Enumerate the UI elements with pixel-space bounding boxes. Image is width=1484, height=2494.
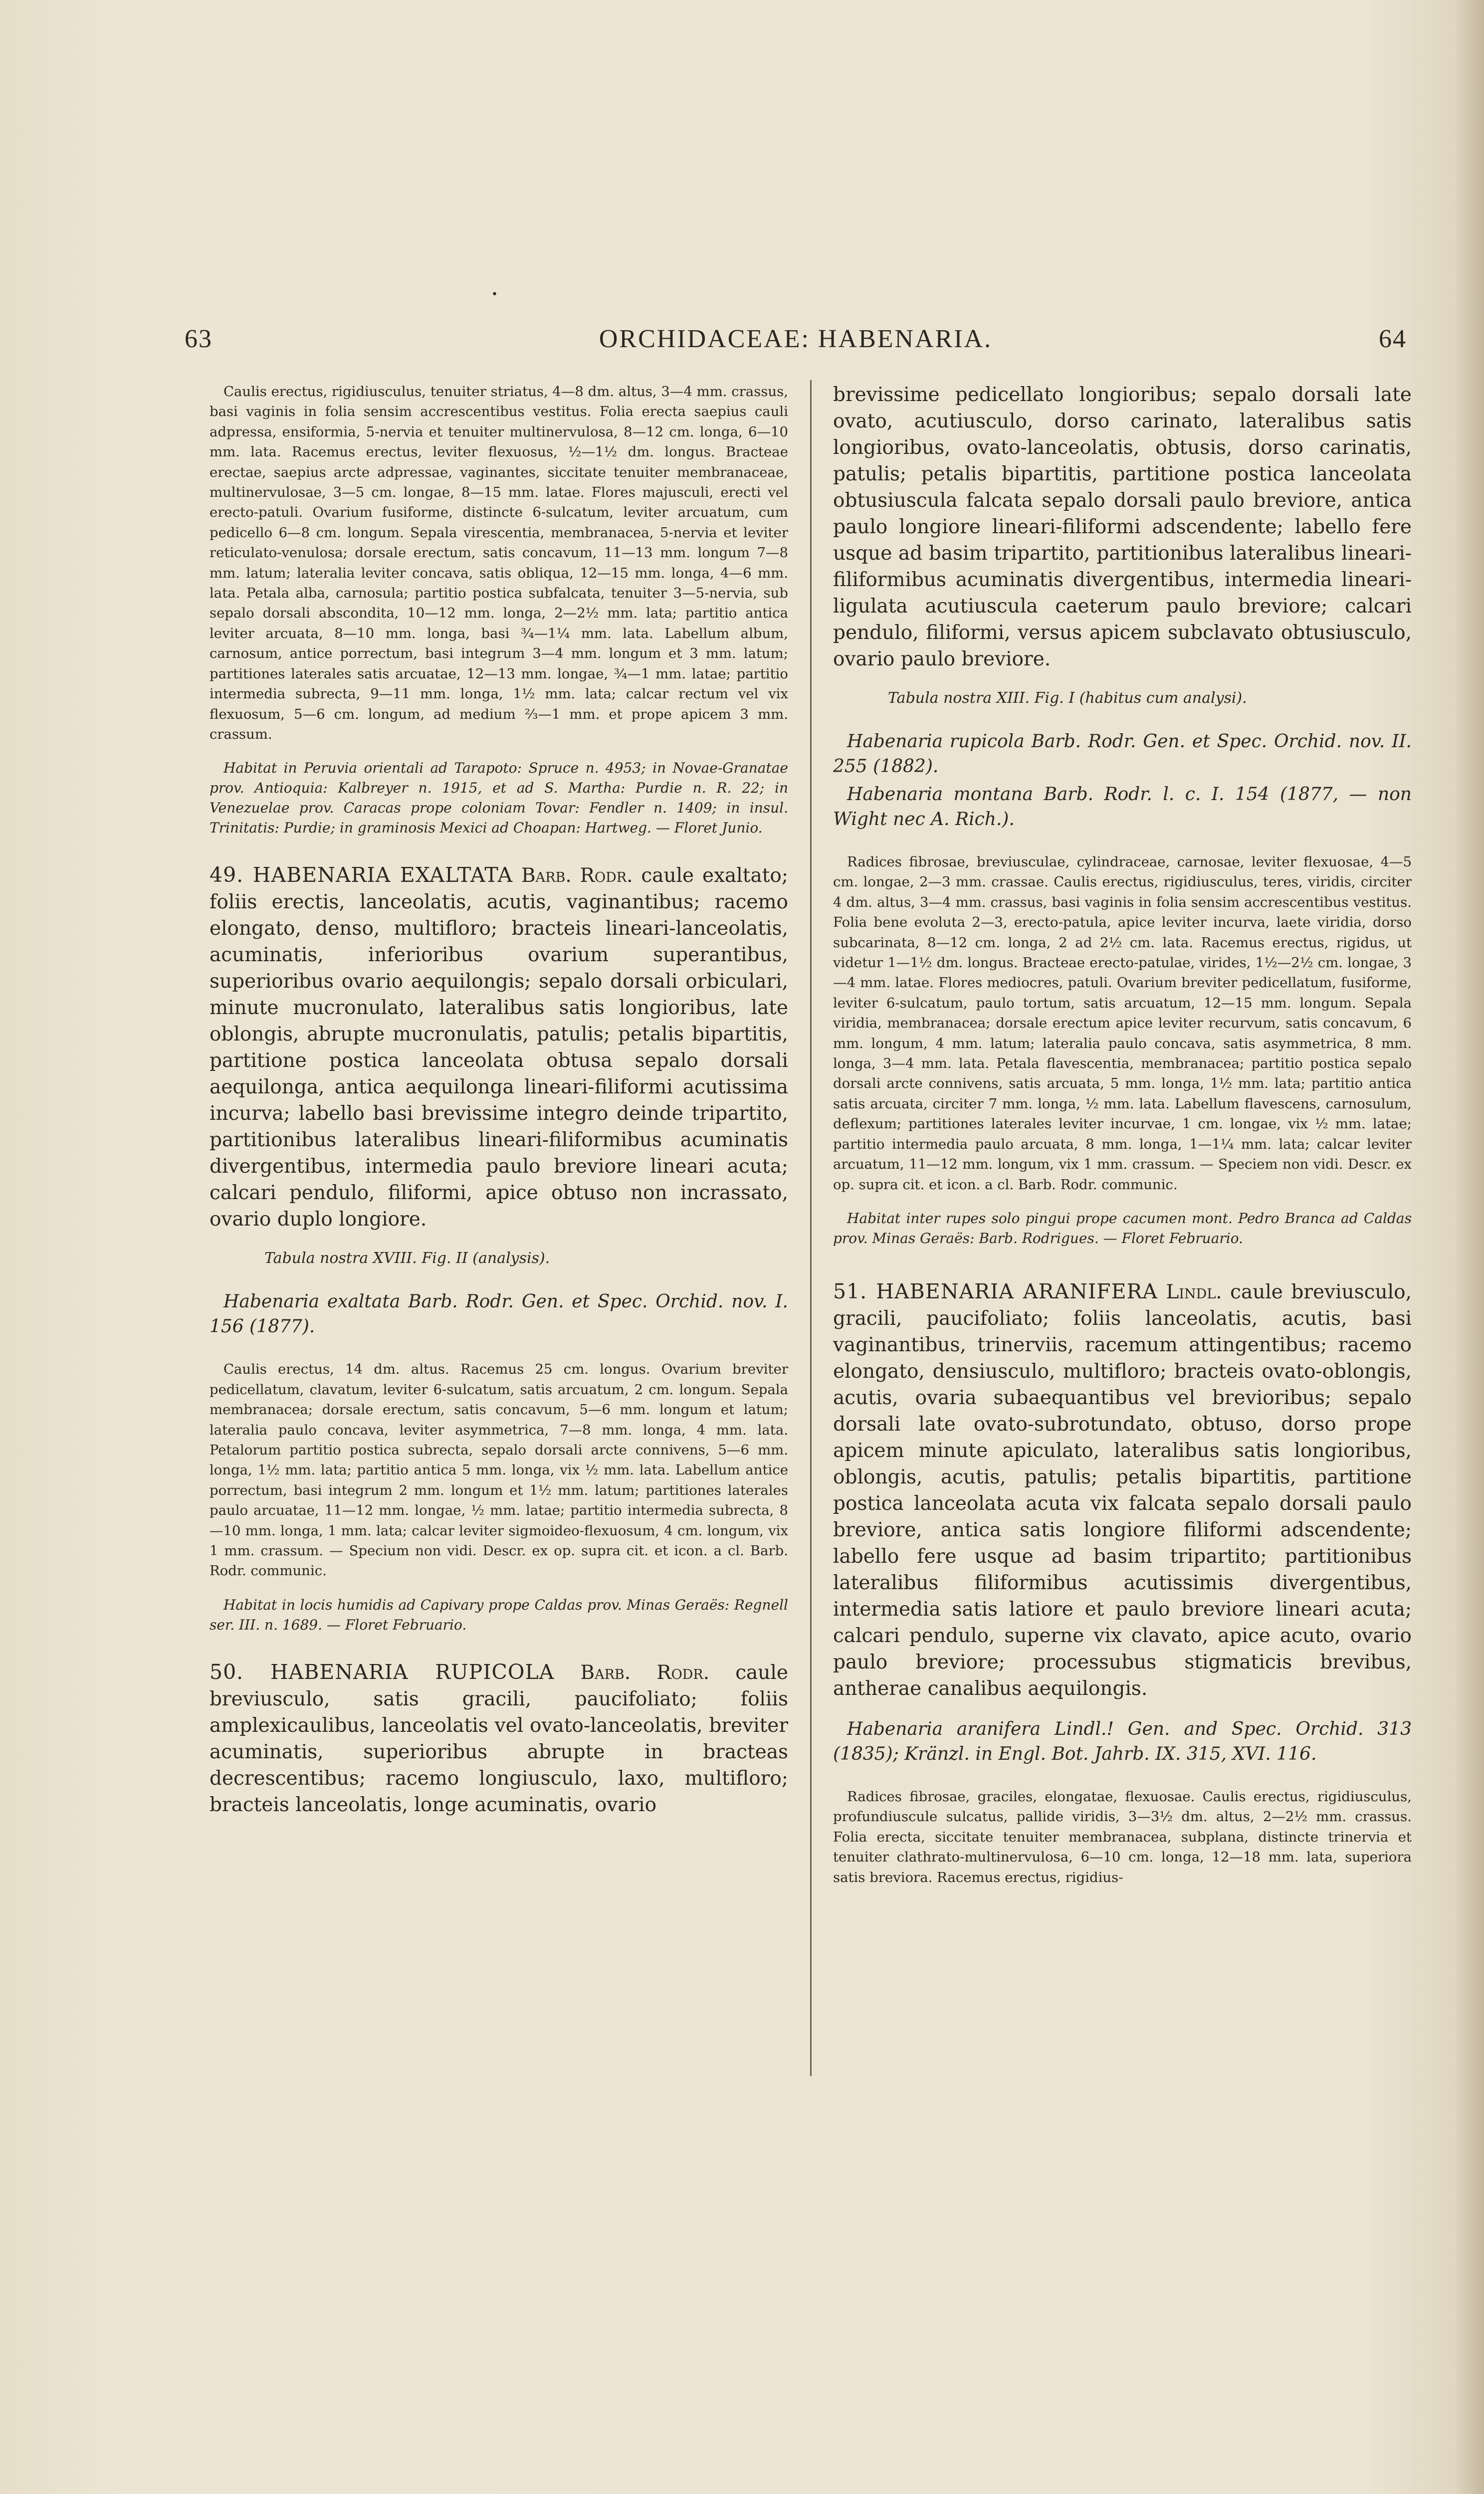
page-number-left: 63 <box>185 325 212 353</box>
species-50-author: Barb. Rodr. <box>580 1661 710 1684</box>
species-49-diagnosis <box>210 862 788 1233</box>
synonym-49: Habenaria exaltata Barb. Rodr. Gen. et Spec. Orchid. nov. I. 156 (1877). <box>210 1291 788 1337</box>
running-header <box>185 324 1407 364</box>
synonym-50-a: Habenaria rupicola Barb. Rodr. Gen. et Spec. Orchid. nov. II. 255 (1882). <box>833 731 1412 777</box>
right-column <box>833 382 1412 1901</box>
habitat-49: Habitat in locis humidis ad Capivary prope Caldas prov. Minas Geraës: Regnell ser. III. n. 1689. — Floret Februario. <box>210 1596 788 1633</box>
synonym-50-b: Habenaria montana Barb. Rodr. l. c. I. 154 (1877, — non Wight nec A. Rich.). <box>833 784 1412 830</box>
habitat-50: Habitat inter rupes solo pingui prope cacumen mont. Pedro Branca ad Caldas prov. Minas Geraës: Barb. Rodrigues. — Floret Februario. <box>833 1210 1412 1247</box>
running-title: ORCHIDACEAE: HABENARIA. <box>599 325 993 353</box>
species-49-text: caule exaltato; foliis erectis, lanceolatis, acutis, vaginantibus; racemo elongato, denso, multifloro; bracteis lineari-lanceolatis, acuminatis, inferioribus ovarium superantibus, superioribus ovario aequilongis; sepalo dorsali orbiculari, minute mucronulato, lateralibus satis longioribus, late oblongis, abrupte mucronulatis, patulis; petalis bipartitis, partitione postica lanceolata obtusa sepalo dorsali aequilonga, antica aequilonga lineari-filiformi acutissima incurva; labello basi brevissime integro deinde tripartito, partitionibus lateralibus lineari-filiformibus acuminatis divergentibus, intermedia paulo breviore lineari acuta; calcari pendulo, filiformi, apice obtuso non incrassato, ovario duplo longiore. <box>210 864 789 1231</box>
species-50-heading: 50. HABENARIA RUPICOLA <box>210 1660 555 1684</box>
species-49-heading: 49. HABENARIA EXALTATA <box>210 863 513 887</box>
species-51-text: caule breviusculo, gracili, paucifoliato; foliis lanceolatis, acutis, basi vaginantibus, trinerviis, racemum attingentibus; racemo elongato, densiusculo, multifloro; bracteis ovato-oblongis, acutis, ovaria subaequantibus vel brevioribus; sepalo dorsali late ovato-subrotundato, obtuso, dorso prope apicem minute apiculato, lateralibus satis longioribus, oblongis, acutis, patulis; petalis bipartitis, partitione postica lanceolata acuta vix falcata sepalo dorsali paulo breviore, antica satis longiore filiformi adscendente; labello fere usque ad basim tripartito; partitionibus lateralibus filiformibus acutissimis divergentibus, intermedia satis latiore et paulo breviore lineari acuta; calcari pendulo, superne vix clavato, apice acuto, ovario paulo breviore; processubus stigmaticis brevibus, antherae canalibus aequilongis. <box>833 1280 1412 1700</box>
column-divider <box>810 380 812 2076</box>
left-column <box>210 382 788 1833</box>
synonym-51: Habenaria aranifera Lindl.! Gen. and Spec. Orchid. 313 (1835); Kränzl. in Engl. Bot. Jahrb. IX. 315, XVI. 116. <box>833 1718 1412 1764</box>
description-48: Caulis erectus, rigidiusculus, tenuiter striatus, 4—8 dm. altus, 3—4 mm. crassus, basi vaginis in folia sensim accrescentibus vestitus. Folia erecta saepius cauli adpressa, ensiformia, 5-nervia et tenuiter multinervulosa, 8—12 cm. longa, 6—10 mm. lata. Racemus erectus, leviter flexuosus, ½—1½ dm. longus. Bracteae erectae, saepius arcte adpressae, vaginantes, siccitate tenuiter membranaceae, multinervulosae, 3—5 cm. longae, 8—15 mm. latae. Flores majusculi, erecti vel erecto-patuli. Ovarium fusiforme, distincte 6-sulcatum, leviter arcuatum, cum pedicello 6—8 cm. longum. Sepala virescentia, membranacea, 5-nervia et leviter reticulato-venulosa; dorsale erectum, satis concavum, 11—13 mm. longum 7—8 mm. latum; lateralia leviter concava, satis obliqua, 12—15 mm. longa, 4—6 mm. lata. Petala alba, carnosula; partitio postica subfalcata, tenuiter 3—5-nervia, sub sepalo dorsali abscondita, 10—12 mm. longa, 2—2½ mm. lata; partitio antica leviter arcuata, 8—10 mm. longa, basi ¾—1¼ mm. lata. Labellum album, carnosum, antice porrectum, basi integrum 3—4 mm. longum et 3 mm. latum; partitiones laterales satis arcuatae, 12—13 mm. longae, ¾—1 mm. latae; partitio intermedia subrecta, 9—11 mm. longa, 1½ mm. lata; calcar rectum vel vix flexuosum, 5—6 cm. longum, ad medium ⅔—1 mm. et prope apicem 3 mm. crassum. <box>210 384 788 742</box>
plate-reference-50: Tabula nostra XIII. Fig. I (habitus cum analysi). <box>888 689 1247 707</box>
ink-speck: • <box>491 288 498 301</box>
plate-reference-49: Tabula nostra XVIII. Fig. II (analysis). <box>264 1249 550 1267</box>
species-50-diagnosis <box>210 1659 788 1818</box>
description-50: Radices fibrosae, breviusculae, cylindraceae, carnosae, leviter flexuosae, 4—5 cm. longae, 2—3 mm. crassae. Caulis erectus, rigidiusculus, teres, viridis, circiter 4 dm. altus, 3—4 mm. crassus, basi vaginis in folia sensim accrescentibus vestitus. Folia bene evoluta 2—3, erecto-patula, apice leviter incurva, laete viridia, dorso subcarinata, 8—12 cm. longa, 2 ad 2½ cm. lata. Racemus erectus, rigidus, ut videtur 1—1½ dm. longus. Bracteae erecto-patulae, virides, 1½—2½ cm. longae, 3—4 mm. latae. Flores mediocres, patuli. Ovarium breviter pedicellatum, fusiforme, leviter 6-sulcatum, paulo tortum, satis arcuatum, 12—15 mm. longum. Sepala viridia, membranacea; dorsale erectum apice leviter recurvum, satis concavum, 6 mm. longum, 4 mm. latum; lateralia paulo concava, satis asymmetrica, 8 mm. longa, 3—4 mm. lata. Petala flavescentia, membranacea; partitio postica sepalo dorsali arcte connivens, satis arcuata, 5 mm. longa, 1½ mm. lata; partitio antica satis arcuata, circiter 7 mm. longa, ½ mm. lata. Labellum flavescens, carnosulum, deflexum; partitiones laterales leviter incurvae, 1 cm. longae, vix ½ mm. latae; partitio intermedia paulo arcuata, 8 mm. longa, 1—1¼ mm. lata; calcar leviter arcuatum, 11—12 mm. longum, vix 1 mm. crassum. — Speciem non vidi. Descr. ex op. supra cit. et icon. a cl. Barb. Rodr. communic. <box>833 854 1412 1193</box>
species-49-author: Barb. Rodr. <box>521 864 633 887</box>
habitat-48: Habitat in Peruvia orientali ad Tarapoto: Spruce n. 4953; in Novae-Granatae prov. Antioquia: Kalbreyer n. 1915, et ad S. Martha: Purdie n. R. 22; in Venezuelae prov. Caracas prope coloniam Tovar: Fendler n. 1409; in insul. Trinitatis: Purdie; in graminosis Mexici ad Choapan: Hartweg. — Floret Junio. <box>210 760 788 836</box>
description-49: Caulis erectus, 14 dm. altus. Racemus 25 cm. longus. Ovarium breviter pedicellatum, clavatum, leviter 6-sulcatum, satis arcuatum, 2 cm. longum. Sepala membranacea; dorsale erectum, satis concavum, 5—6 mm. longum et latum; lateralia paulo concava, leviter asymmetrica, 7—8 mm. longa, 4 mm. lata. Petalorum partitio postica subrecta, sepalo dorsali arcte connivens, 5—6 mm. longa, 1½ mm. lata; partitio antica 5 mm. longa, vix ½ mm. lata. Labellum antice porrectum, basi integrum 2 mm. longum et 1½ mm. latum; partitiones laterales paulo arcuatae, 11—12 mm. longae, ½ mm. latae; partitio intermedia subrecta, 8—10 mm. longa, 1 mm. lata; calcar leviter sigmoideo-flexuosum, 4 cm. longum, vix 1 mm. crassum. — Specium non vidi. Descr. ex op. supra cit. et icon. a cl. Barb. Rodr. communic. <box>210 1361 788 1579</box>
species-51-heading: 51. HABENARIA ARANIFERA <box>833 1279 1158 1303</box>
description-51: Radices fibrosae, graciles, elongatae, flexuosae. Caulis erectus, rigidiusculus, profundiuscule sulcatus, pallide viridis, 3—3½ dm. altus, 2—2½ mm. crassus. Folia erecta, siccitate tenuiter membranacea, subplana, distincte trinervia et tenuiter clathrato-multinervulosa, 6—10 cm. longa, 12—18 mm. lata, superiora satis breviora. Racemus erectus, rigidius- <box>833 1788 1412 1885</box>
species-51-diagnosis <box>833 1278 1412 1702</box>
species-50-text: caule breviusculo, satis gracili, paucifoliato; foliis amplexicaulibus, lanceolatis vel ovato-lanceolatis, breviter acuminatis, superioribus abrupte in bracteas decrescentibus; racemo longiusculo, laxo, multifloro; bracteis lanceolatis, longe acuminatis, ovario <box>210 1661 788 1816</box>
book-spine-shadow <box>1454 0 1484 2494</box>
species-50-diagnosis-continued: brevissime pedicellato longioribus; sepalo dorsali late ovato, acutiusculo, dorso carinato, lateralibus satis longioribus, ovato-lanceolatis, obtusis, dorso carinatis, patulis; petalis bipartitis, partitione postica lanceolata obtusiuscula falcata sepalo dorsali paulo breviore, antica paulo longiore lineari-filiformi adscendente; labello fere usque ad basim tripartito, partitionibus lateralibus lineari-filiformibus acuminatis divergentibus, intermedia lineari-ligulata acutiuscula caeterum paulo breviore; calcari pendulo, filiformi, versus apicem subclavato obtusiusculo, ovario paulo breviore. <box>833 384 1412 670</box>
species-51-author: Lindl. <box>1166 1280 1222 1303</box>
page-number-right: 64 <box>1379 325 1407 353</box>
